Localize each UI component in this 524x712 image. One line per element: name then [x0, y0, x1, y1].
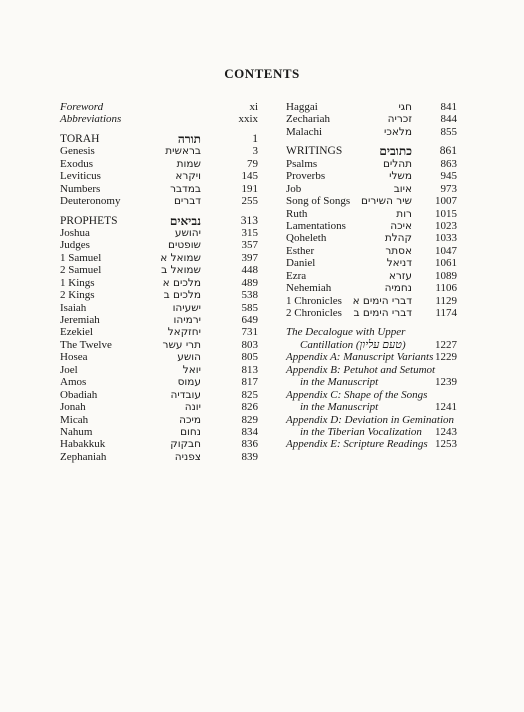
- contents-entry: [286, 126, 457, 138]
- hebrew-title: תהלים: [382, 157, 412, 170]
- entry-title: Appendix B: Petuhot and Setumot: [286, 363, 436, 376]
- page-number: 1047: [435, 244, 457, 257]
- page-number: 1106: [435, 282, 457, 295]
- page-number: 649: [241, 314, 258, 326]
- entry-title: Jeremiah: [60, 314, 100, 326]
- contents-entry: [60, 252, 258, 264]
- page-number: 731: [241, 326, 258, 339]
- contents-entry: [60, 389, 258, 401]
- entry-title: Genesis: [60, 145, 95, 158]
- contents-entry: [60, 414, 258, 426]
- page-number: 1089: [435, 269, 457, 282]
- page-number: 1061: [435, 257, 457, 270]
- hebrew-title: שמואל א: [160, 251, 201, 264]
- entry-title: Daniel: [286, 257, 316, 270]
- contents-entry: [286, 339, 457, 351]
- entry-title: Zephaniah: [60, 450, 107, 463]
- contents-entry: [60, 326, 258, 338]
- page-number: 1129: [435, 294, 457, 307]
- entry-title: Ezekiel: [60, 326, 93, 339]
- hebrew-title: ויקרא: [175, 170, 201, 183]
- contents-entry: [60, 438, 258, 450]
- entry-title: 1 Kings: [60, 276, 95, 289]
- entry-title: Habakkuk: [60, 438, 106, 451]
- hebrew-title: קהלת: [384, 232, 412, 245]
- page-number: 813: [241, 363, 258, 376]
- entry-title: in the Tiberian Vocalization: [300, 425, 422, 438]
- hebrew-title: אסתר: [385, 244, 412, 257]
- contents-entry: [286, 282, 457, 294]
- page-number: 315: [241, 226, 258, 239]
- entry-title: Song of Songs: [286, 195, 351, 208]
- page-number: 1229: [435, 351, 457, 364]
- page-number: 973: [440, 182, 457, 195]
- contents-entry: [60, 426, 258, 438]
- entry-title: Isaiah: [60, 301, 87, 314]
- page-number: 826: [241, 401, 258, 414]
- page-number: 538: [241, 289, 258, 302]
- page-number: xi: [249, 101, 258, 113]
- contents-entry: [286, 101, 457, 113]
- page-number: 448: [241, 264, 258, 277]
- contents-entry: [286, 426, 457, 438]
- hebrew-title: דניאל: [386, 257, 412, 270]
- page-number: 397: [241, 251, 258, 264]
- contents-entry: [60, 364, 258, 376]
- contents-entry: [60, 451, 258, 463]
- section-heading-row: [60, 133, 258, 145]
- contents-entry: [60, 158, 258, 170]
- hebrew-title: מלכים א: [162, 276, 201, 289]
- entry-title: Appendix D: Deviation in Gemination: [286, 413, 455, 426]
- entry-title: WRITINGS: [286, 145, 343, 158]
- hebrew-title: מלכים ב: [163, 289, 201, 302]
- hebrew-title: דברים: [173, 195, 201, 208]
- entry-title: Job: [286, 182, 302, 195]
- hebrew-title: במדבר: [170, 182, 201, 195]
- page-number: 313: [240, 214, 258, 227]
- page-number: 79: [247, 157, 258, 170]
- entry-title: Psalms: [286, 157, 318, 170]
- contents-entry: [60, 145, 258, 157]
- entry-title: Zechariah: [286, 113, 330, 126]
- hebrew-title: זכריה: [387, 113, 412, 126]
- entry-title: PROPHETS: [60, 214, 118, 227]
- page-number: 1: [252, 132, 258, 145]
- hebrew-title: חבקוק: [170, 438, 201, 451]
- contents-entry: [60, 289, 258, 301]
- contents-entry: [60, 351, 258, 363]
- hebrew-title: שמות: [176, 157, 201, 170]
- entry-title: in the Manuscript: [300, 401, 379, 414]
- contents-entry: [286, 438, 457, 450]
- contents-entry: [286, 232, 457, 244]
- contents-column-left: [60, 101, 258, 463]
- entry-title: 2 Chronicles: [286, 307, 342, 319]
- contents-entry: [60, 339, 258, 351]
- contents-entry: [286, 220, 457, 232]
- hebrew-title: צפניה: [174, 450, 201, 463]
- contents-entry: [286, 270, 457, 282]
- contents-column-right: [286, 101, 457, 451]
- page-number: 1227: [435, 338, 457, 351]
- page-number: 255: [241, 195, 258, 208]
- contents-entry: [286, 389, 457, 401]
- page-number: 825: [241, 388, 258, 401]
- entry-title: Obadiah: [60, 388, 98, 401]
- entry-title: The Twelve: [60, 338, 112, 351]
- hebrew-title: עובדיה: [170, 388, 201, 401]
- entry-title: TORAH: [60, 132, 100, 145]
- contents-entry: [286, 158, 457, 170]
- entry-title: Amos: [60, 376, 87, 389]
- hebrew-title: שיר השירים: [361, 195, 412, 208]
- entry-title: 2 Kings: [60, 289, 95, 302]
- contents-entry: [60, 376, 258, 388]
- contents-entry: [286, 326, 457, 338]
- entry-title: Proverbs: [286, 170, 326, 183]
- entry-title: Numbers: [60, 182, 101, 195]
- hebrew-title: כתובים: [379, 144, 412, 159]
- contents-entry: [60, 314, 258, 326]
- page-number: 1033: [435, 232, 457, 245]
- hebrew-title: יונה: [184, 401, 201, 414]
- page-number: 1023: [435, 219, 457, 232]
- page-number: 855: [440, 125, 457, 138]
- hebrew-title: בראשית: [165, 145, 201, 158]
- hebrew-title: יואל: [182, 363, 201, 376]
- contents-entry: [60, 101, 258, 113]
- contents-entry: [286, 364, 457, 376]
- contents-entry: [286, 376, 457, 388]
- entry-title: Deuteronomy: [60, 195, 121, 208]
- hebrew-title: נחמיה: [384, 282, 412, 295]
- entry-title: Exodus: [60, 157, 93, 170]
- page-number: 861: [439, 145, 457, 158]
- hebrew-title: נביאים: [169, 213, 201, 228]
- contents-entry: [286, 183, 457, 195]
- page-number: 805: [241, 351, 258, 364]
- page-number: 1015: [435, 207, 457, 220]
- page-number: 357: [241, 239, 258, 252]
- contents-entry: [286, 208, 457, 220]
- entry-title: Joel: [60, 363, 78, 376]
- page-number: 1239: [435, 376, 457, 389]
- entry-title: Joshua: [60, 226, 90, 239]
- entry-title: Cantillation (טעם עליון): [300, 338, 406, 351]
- entry-title: Appendix C: Shape of the Songs: [286, 388, 428, 401]
- entry-title: Ezra: [286, 269, 307, 282]
- entry-title: Malachi: [286, 125, 323, 138]
- entry-title: The Decalogue with Upper: [286, 326, 406, 339]
- page-number: 834: [241, 425, 258, 438]
- page-number: 836: [241, 438, 258, 451]
- hebrew-title: דברי הימים ב: [353, 307, 412, 319]
- section-heading-row: [60, 215, 258, 227]
- page-number: 1243: [435, 425, 457, 438]
- hebrew-title: שופטים: [168, 239, 201, 252]
- hebrew-title: איוב: [393, 182, 412, 195]
- hebrew-title: דברי הימים א: [352, 294, 412, 307]
- hebrew-title: איכה: [390, 219, 412, 232]
- contents-entry: [60, 264, 258, 276]
- entry-title: Appendix E: Scripture Readings: [286, 438, 428, 451]
- entry-title: Foreword: [60, 101, 104, 113]
- hebrew-title: עזרא: [388, 269, 412, 282]
- contents-entry: [286, 170, 457, 182]
- page-number: 1253: [435, 438, 457, 451]
- hebrew-title: משלי: [389, 170, 412, 183]
- page-title: CONTENTS: [224, 66, 300, 81]
- hebrew-title: תרי עשר: [162, 338, 201, 351]
- entry-title: Abbreviations: [60, 113, 122, 126]
- contents-entry: [60, 227, 258, 239]
- page-number: xxix: [238, 113, 258, 126]
- contents-entry: [60, 302, 258, 314]
- page-number: 844: [440, 113, 457, 126]
- page-number: 945: [440, 170, 457, 183]
- page-number: 841: [440, 101, 457, 113]
- hebrew-title: יחזקאל: [167, 326, 201, 339]
- contents-entry: [286, 414, 457, 426]
- section-heading-row: [286, 145, 457, 157]
- page-number: 489: [241, 276, 258, 289]
- page-number: 839: [241, 450, 258, 463]
- contents-entry: [286, 113, 457, 125]
- entry-title: 2 Samuel: [60, 264, 102, 277]
- page-number: 803: [241, 338, 258, 351]
- contents-entry: [60, 170, 258, 182]
- page-number: 817: [241, 376, 258, 389]
- page-number: 863: [440, 157, 457, 170]
- entry-title: Appendix A: Manuscript Variants: [286, 351, 434, 364]
- contents-entry: [286, 245, 457, 257]
- contents-entry: [60, 401, 258, 413]
- entry-title: Nehemiah: [286, 282, 332, 295]
- page-number: 3: [252, 145, 258, 158]
- page-number: 1241: [435, 401, 457, 414]
- entry-title: Esther: [286, 244, 315, 257]
- contents-entry: [286, 351, 457, 363]
- page-number: 1007: [435, 195, 457, 208]
- hebrew-title: תורה: [177, 131, 201, 146]
- entry-title: Judges: [60, 239, 90, 252]
- contents-entry: [60, 277, 258, 289]
- contents-entry: [60, 113, 258, 125]
- hebrew-title: מלאכי: [383, 125, 412, 138]
- page-number: 829: [241, 413, 258, 426]
- hebrew-title: הושע: [177, 351, 201, 364]
- contents-entry: [60, 183, 258, 195]
- entry-title: Hosea: [60, 351, 88, 364]
- entry-title: Nahum: [60, 425, 93, 438]
- entry-title: in the Manuscript: [300, 376, 379, 389]
- entry-title: 1 Samuel: [60, 251, 102, 264]
- hebrew-title: שמואל ב: [161, 264, 201, 277]
- entry-title: Haggai: [286, 101, 318, 113]
- page-number: 585: [241, 301, 258, 314]
- hebrew-title: חגי: [398, 101, 412, 113]
- entry-title: Micah: [60, 413, 89, 426]
- contents-entry: [286, 295, 457, 307]
- contents-entry: [286, 401, 457, 413]
- contents-entry: [286, 257, 457, 269]
- hebrew-title: מיכה: [179, 413, 201, 426]
- hebrew-title: נחום: [180, 425, 201, 438]
- entry-title: Qoheleth: [286, 232, 327, 245]
- hebrew-title: רות: [396, 207, 412, 220]
- hebrew-title: ישעיהו: [172, 301, 201, 314]
- hebrew-title: יהושע: [174, 226, 201, 239]
- contents-entry: [286, 307, 457, 319]
- contents-entry: [60, 239, 258, 251]
- page-number: 1174: [435, 307, 457, 319]
- entry-title: 1 Chronicles: [286, 294, 342, 307]
- hebrew-title: עמוס: [177, 376, 201, 389]
- contents-entry: [286, 195, 457, 207]
- entry-title: Ruth: [286, 207, 308, 220]
- entry-title: Jonah: [60, 401, 86, 414]
- page-number: 191: [241, 182, 258, 195]
- entry-title: Lamentations: [286, 219, 346, 232]
- page-number: 145: [241, 170, 258, 183]
- entry-title: Leviticus: [60, 170, 101, 183]
- contents-entry: [60, 195, 258, 207]
- hebrew-title: ירמיהו: [173, 314, 201, 326]
